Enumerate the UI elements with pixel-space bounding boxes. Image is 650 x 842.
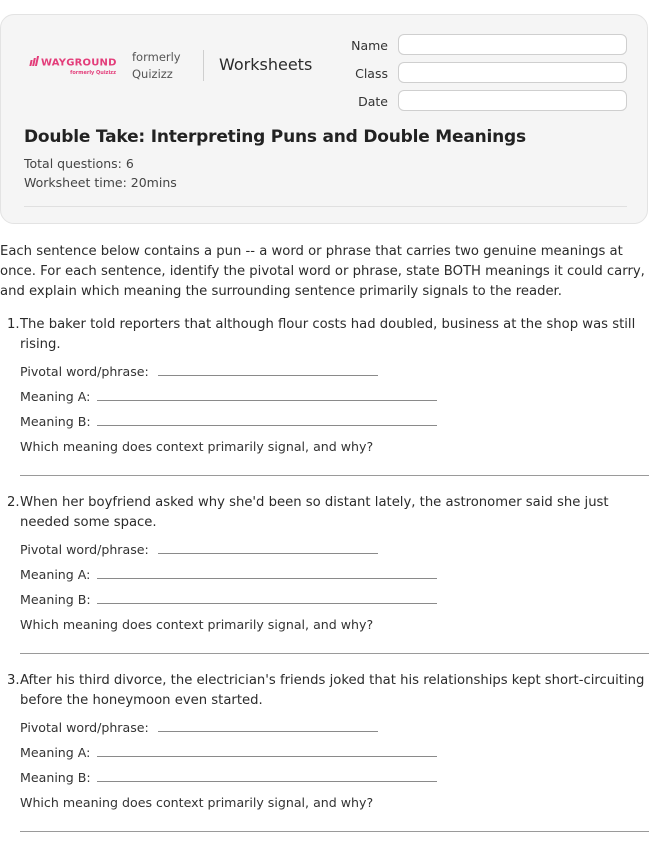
meaning-b-answer-line[interactable] — [97, 781, 437, 782]
name-label: Name — [351, 38, 388, 53]
pivotal-answer-line[interactable] — [158, 731, 378, 732]
logo-bars-icon — [30, 56, 39, 69]
question-number: 3. — [7, 673, 20, 688]
worksheet-header-card — [0, 14, 648, 224]
meaning-a-label: Meaning A: — [20, 389, 91, 404]
meaning-b-label: Meaning B: — [20, 770, 91, 785]
meaning-a-label: Meaning A: — [20, 567, 91, 582]
section-title: Worksheets — [219, 55, 313, 74]
context-question: Which meaning does context primarily signal, and why? — [20, 617, 374, 632]
header-rule — [24, 206, 627, 207]
meaning-b-label: Meaning B: — [20, 592, 91, 607]
meaning-a-answer-line[interactable] — [97, 756, 437, 757]
context-answer-line[interactable] — [20, 831, 649, 832]
wayground-logo — [30, 56, 120, 76]
meaning-b-answer-line[interactable] — [97, 603, 437, 604]
date-field[interactable] — [398, 90, 627, 111]
instructions: Each sentence below contains a pun -- a word or phrase that carries two genuine meanings at once. For each sentence, identify the pivotal word or phrase, state BOTH meanings it could carry, and explain which meaning the surrounding sentence primarily signals to the reader. — [0, 244, 645, 299]
worksheet-title: Double Take: Interpreting Puns and Double Meanings — [24, 127, 526, 147]
worksheet-time: Worksheet time: 20mins — [24, 175, 177, 190]
question-text: After his third divorce, the electrician's friends joked that his relationships kept short-circuiting before the honeymoon even started. — [20, 673, 645, 708]
date-label: Date — [358, 94, 388, 109]
brand-name: WAYGROUND — [41, 57, 117, 69]
meaning-a-answer-line[interactable] — [97, 400, 437, 401]
question-text: The baker told reporters that although flour costs had doubled, business at the shop was still rising. — [20, 317, 636, 352]
meaning-b-answer-line[interactable] — [97, 425, 437, 426]
meaning-a-label: Meaning A: — [20, 745, 91, 760]
total-questions: Total questions: 6 — [24, 156, 134, 171]
class-field[interactable] — [398, 62, 627, 83]
header-divider — [203, 50, 204, 81]
class-label: Class — [355, 66, 388, 81]
pivotal-label: Pivotal word/phrase: — [20, 542, 149, 557]
name-field[interactable] — [398, 34, 627, 55]
formerly-quizizz-text: formerly Quizizz — [132, 50, 181, 81]
pivotal-answer-line[interactable] — [158, 553, 378, 554]
context-answer-line[interactable] — [20, 475, 649, 476]
question-number: 1. — [7, 317, 20, 332]
pivotal-label: Pivotal word/phrase: — [20, 364, 149, 379]
pivotal-answer-line[interactable] — [158, 375, 378, 376]
meaning-a-answer-line[interactable] — [97, 578, 437, 579]
question-text: When her boyfriend asked why she'd been so distant lately, the astronomer said she just needed some space. — [20, 495, 609, 530]
meaning-b-label: Meaning B: — [20, 414, 91, 429]
pivotal-label: Pivotal word/phrase: — [20, 720, 149, 735]
context-question: Which meaning does context primarily signal, and why? — [20, 795, 374, 810]
context-question: Which meaning does context primarily signal, and why? — [20, 439, 374, 454]
question-number: 2. — [7, 495, 20, 510]
brand-subtitle: formerly Quizizz — [70, 70, 116, 76]
context-answer-line[interactable] — [20, 653, 649, 654]
